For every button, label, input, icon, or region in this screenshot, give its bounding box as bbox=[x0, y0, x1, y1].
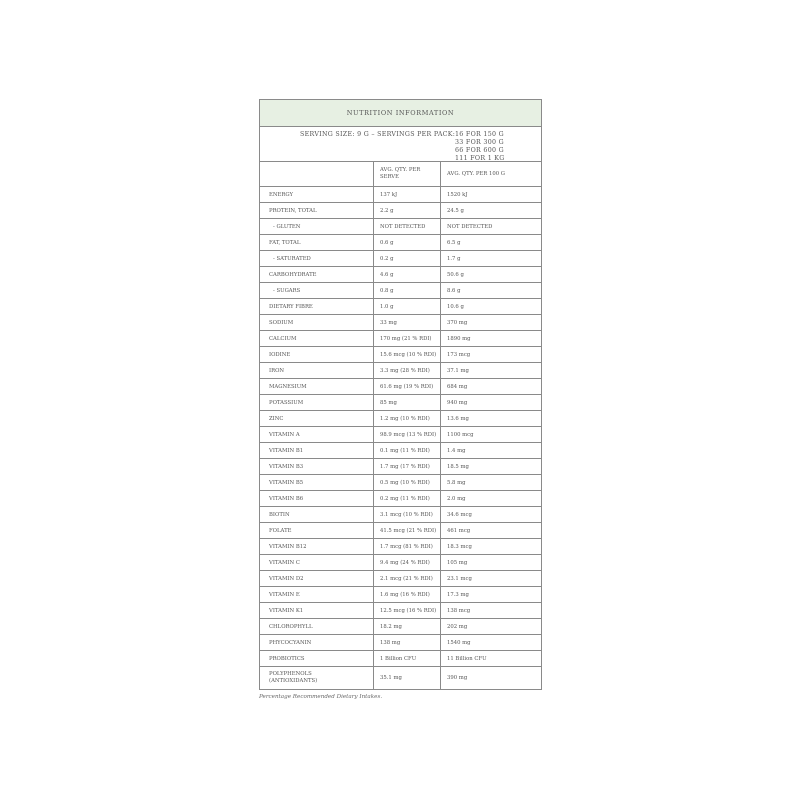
table-row bbox=[260, 427, 541, 443]
per-100g-value: 390 mg bbox=[441, 667, 542, 690]
per-serve-value: 3.1 mcg (10 % RDI) bbox=[374, 507, 441, 523]
per-serve-value: 85 mg bbox=[374, 395, 441, 411]
per-100g-value: 1.7 g bbox=[441, 251, 542, 267]
per-serve-value: 1.7 mg (17 % RDI) bbox=[374, 459, 441, 475]
table-row bbox=[260, 251, 541, 267]
nutrient-name: VITAMIN B6 bbox=[260, 491, 374, 507]
per-serve-value: 1.0 g bbox=[374, 299, 441, 315]
column-header-row bbox=[260, 162, 541, 187]
table-row bbox=[260, 491, 541, 507]
per-100g-value: 138 mcg bbox=[441, 603, 542, 619]
table-row bbox=[260, 555, 541, 571]
per-serve-value: 1.6 mg (16 % RDI) bbox=[374, 587, 441, 603]
servings-per-pack bbox=[455, 131, 505, 163]
per-serve-value: 0.2 g bbox=[374, 251, 441, 267]
panel-title: NUTRITION INFORMATION bbox=[260, 100, 541, 127]
column-header-per-100g: AVG. QTY. PER 100 G bbox=[441, 162, 542, 187]
nutrient-name: VITAMIN A bbox=[260, 427, 374, 443]
per-100g-value: 24.5 g bbox=[441, 203, 542, 219]
per-serve-value: 41.5 mcg (21 % RDI) bbox=[374, 523, 441, 539]
per-serve-value: 33 mg bbox=[374, 315, 441, 331]
table-row bbox=[260, 347, 541, 363]
table-row bbox=[260, 203, 541, 219]
per-100g-value: 173 mcg bbox=[441, 347, 542, 363]
nutrient-name: PHYCOCYANIN bbox=[260, 635, 374, 651]
nutrient-name: VITAMIN B1 bbox=[260, 443, 374, 459]
nutrient-name: BIOTIN bbox=[260, 507, 374, 523]
table-row bbox=[260, 507, 541, 523]
per-100g-value: 18.5 mg bbox=[441, 459, 542, 475]
nutrient-name: CHLOROPHYLL bbox=[260, 619, 374, 635]
table-row bbox=[260, 219, 541, 235]
nutrient-name: SODIUM bbox=[260, 315, 374, 331]
column-header-per-serve: AVG. QTY. PER SERVE bbox=[374, 162, 441, 187]
table-row bbox=[260, 315, 541, 331]
per-100g-value: 34.6 mcg bbox=[441, 507, 542, 523]
table-row bbox=[260, 331, 541, 347]
pack-option: 111 FOR 1 KG bbox=[455, 155, 505, 162]
per-100g-value: 461 mcg bbox=[441, 523, 542, 539]
nutrient-name: MAGNESIUM bbox=[260, 379, 374, 395]
table-row bbox=[260, 267, 541, 283]
per-100g-value: 13.6 mg bbox=[441, 411, 542, 427]
pack-option: 66 FOR 600 G bbox=[455, 147, 504, 154]
nutrient-name: - SATURATED bbox=[260, 251, 374, 267]
per-100g-value: 6.5 g bbox=[441, 235, 542, 251]
table-row bbox=[260, 603, 541, 619]
pack-option: 16 FOR 150 G bbox=[455, 131, 504, 138]
table-row bbox=[260, 187, 541, 203]
per-100g-value: 1520 kJ bbox=[441, 187, 542, 203]
per-serve-value: NOT DETECTED bbox=[374, 219, 441, 235]
per-serve-value: 18.2 mg bbox=[374, 619, 441, 635]
table-row bbox=[260, 443, 541, 459]
per-serve-value: 61.6 mg (19 % RDI) bbox=[374, 379, 441, 395]
nutrient-name: CARBOHYDRATE bbox=[260, 267, 374, 283]
per-serve-value: 137 kJ bbox=[374, 187, 441, 203]
per-100g-value: 18.3 mcg bbox=[441, 539, 542, 555]
nutrient-name: POTASSIUM bbox=[260, 395, 374, 411]
nutrient-name: IODINE bbox=[260, 347, 374, 363]
per-100g-value: 940 mg bbox=[441, 395, 542, 411]
nutrition-panel bbox=[259, 99, 542, 690]
nutrient-name: ZINC bbox=[260, 411, 374, 427]
nutrient-name: DIETARY FIBRE bbox=[260, 299, 374, 315]
nutrient-name: PROTEIN, TOTAL bbox=[260, 203, 374, 219]
per-100g-value: 17.3 mg bbox=[441, 587, 542, 603]
serving-info bbox=[260, 127, 541, 162]
per-serve-value: 138 mg bbox=[374, 635, 441, 651]
per-serve-value: 1.2 mg (10 % RDI) bbox=[374, 411, 441, 427]
table-row bbox=[260, 235, 541, 251]
per-100g-value: 8.6 g bbox=[441, 283, 542, 299]
nutrient-name: - SUGARS bbox=[260, 283, 374, 299]
table-row bbox=[260, 475, 541, 491]
table-row bbox=[260, 571, 541, 587]
table-row bbox=[260, 283, 541, 299]
per-100g-value: 2.0 mg bbox=[441, 491, 542, 507]
table-row bbox=[260, 587, 541, 603]
per-serve-value: 2.1 mcg (21 % RDI) bbox=[374, 571, 441, 587]
per-100g-value: 11 Billion CFU bbox=[441, 651, 542, 667]
per-100g-value: 23.1 mcg bbox=[441, 571, 542, 587]
nutrient-name: VITAMIN E bbox=[260, 587, 374, 603]
table-row bbox=[260, 539, 541, 555]
table-row bbox=[260, 619, 541, 635]
nutrient-name: IRON bbox=[260, 363, 374, 379]
nutrient-name: ENERGY bbox=[260, 187, 374, 203]
nutrient-name: VITAMIN C bbox=[260, 555, 374, 571]
per-100g-value: NOT DETECTED bbox=[441, 219, 542, 235]
nutrient-name: POLYPHENOLS (ANTIOXIDANTS) bbox=[269, 671, 318, 684]
per-serve-value: 0.8 g bbox=[374, 283, 441, 299]
nutrient-name: FOLATE bbox=[260, 523, 374, 539]
per-serve-value: 1.7 mcg (81 % RDI) bbox=[374, 539, 441, 555]
per-serve-value: 3.3 mg (28 % RDI) bbox=[374, 363, 441, 379]
nutrient-name: VITAMIN B12 bbox=[260, 539, 374, 555]
per-serve-value: 0.1 mg (11 % RDI) bbox=[374, 443, 441, 459]
pack-option: 33 FOR 300 G bbox=[455, 139, 504, 146]
per-serve-value: 98.9 mcg (13 % RDI) bbox=[374, 427, 441, 443]
per-100g-value: 370 mg bbox=[441, 315, 542, 331]
per-100g-value: 1.4 mg bbox=[441, 443, 542, 459]
per-serve-value: 0.2 mg (11 % RDI) bbox=[374, 491, 441, 507]
per-100g-value: 50.6 g bbox=[441, 267, 542, 283]
column-header-nutrient bbox=[260, 162, 374, 187]
nutrient-name: VITAMIN B3 bbox=[260, 459, 374, 475]
nutrient-name: PROBIOTICS bbox=[260, 651, 374, 667]
per-100g-value: 684 mg bbox=[441, 379, 542, 395]
per-100g-value: 1100 mcg bbox=[441, 427, 542, 443]
table-row bbox=[260, 651, 541, 667]
nutrition-table bbox=[260, 162, 541, 689]
per-serve-value: 9.4 mg (24 % RDI) bbox=[374, 555, 441, 571]
per-serve-value: 15.6 mcg (10 % RDI) bbox=[374, 347, 441, 363]
nutrient-name: CALCIUM bbox=[260, 331, 374, 347]
nutrient-name: FAT, TOTAL bbox=[260, 235, 374, 251]
per-100g-value: 105 mg bbox=[441, 555, 542, 571]
per-serve-value: 4.6 g bbox=[374, 267, 441, 283]
per-100g-value: 202 mg bbox=[441, 619, 542, 635]
nutrient-name: - GLUTEN bbox=[260, 219, 374, 235]
per-100g-value: 5.8 mg bbox=[441, 475, 542, 491]
per-100g-value: 10.6 g bbox=[441, 299, 542, 315]
per-serve-value: 35.1 mg bbox=[374, 667, 441, 690]
table-row bbox=[260, 363, 541, 379]
per-serve-value: 2.2 g bbox=[374, 203, 441, 219]
table-row bbox=[260, 667, 541, 690]
serving-size-label: SERVING SIZE: 9 G – SERVINGS PER PACK: bbox=[300, 131, 456, 138]
footnote: Percentage Recommended Dietary Intakes. bbox=[259, 694, 383, 700]
table-row bbox=[260, 395, 541, 411]
per-serve-value: 170 mg (21 % RDI) bbox=[374, 331, 441, 347]
nutrient-name: VITAMIN D2 bbox=[260, 571, 374, 587]
table-row bbox=[260, 379, 541, 395]
per-100g-value: 1890 mg bbox=[441, 331, 542, 347]
table-row bbox=[260, 635, 541, 651]
per-serve-value: 1 Billion CFU bbox=[374, 651, 441, 667]
per-100g-value: 1540 mg bbox=[441, 635, 542, 651]
per-serve-value: 0.6 g bbox=[374, 235, 441, 251]
nutrient-name: VITAMIN K1 bbox=[260, 603, 374, 619]
table-row bbox=[260, 459, 541, 475]
table-row bbox=[260, 299, 541, 315]
table-row bbox=[260, 411, 541, 427]
per-100g-value: 37.1 mg bbox=[441, 363, 542, 379]
table-row bbox=[260, 523, 541, 539]
nutrient-name: VITAMIN B5 bbox=[260, 475, 374, 491]
per-serve-value: 0.5 mg (10 % RDI) bbox=[374, 475, 441, 491]
per-serve-value: 12.5 mcg (16 % RDI) bbox=[374, 603, 441, 619]
